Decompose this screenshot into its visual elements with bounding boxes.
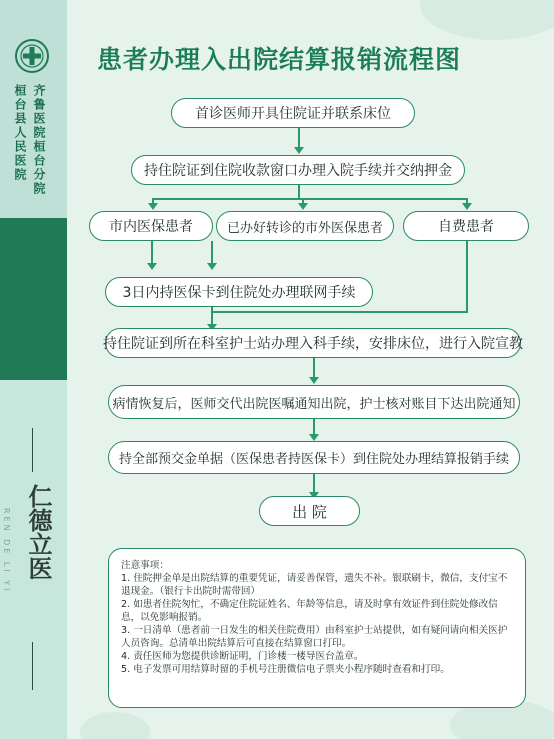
notes-item: 3. 一日清单（患者前一日发生的相关住院费用）由科室护士站提供，如有疑问请向相关医护人员咨询。总清单出院结算后可直接在结算窗口打印。 — [121, 625, 508, 649]
flow-arrow — [211, 307, 213, 325]
flow-arrow — [466, 198, 468, 204]
flow-arrow — [313, 358, 315, 378]
flow-step-1: 首诊医师开具住院证并联系床位 — [171, 98, 415, 128]
flow-arrow — [211, 241, 213, 264]
flow-arrow — [298, 128, 300, 148]
notes-item: 1. 住院押金单是出院结算的重要凭证，请妥善保管，遗失不补。银联刷卡，微信，支付宝不退现金。（银行卡出院时需带回） — [121, 573, 508, 597]
flow-connector — [298, 185, 300, 199]
flow-step-discharge: 出 院 — [259, 496, 360, 526]
flow-arrow — [151, 241, 153, 264]
motto-divider-top — [32, 428, 33, 472]
flow-branch-selfpay: 自费患者 — [403, 211, 529, 241]
motto-text: 仁德立医 — [24, 484, 53, 580]
flow-connector — [466, 241, 468, 311]
sidebar — [0, 0, 67, 739]
notes-panel — [108, 548, 526, 708]
flow-arrow — [152, 198, 154, 204]
flow-connector — [152, 198, 468, 200]
motto-pinyin: REN DE LI YI — [2, 508, 11, 594]
notes-item: 5. 电子发票可用结算时留的手机号注册微信电子票夹小程序随时查看和打印。 — [121, 664, 450, 675]
hospital-logo-icon — [14, 38, 50, 74]
decor-circle — [80, 712, 150, 739]
flow-branch-local: 市内医保患者 — [89, 211, 213, 241]
decor-circle — [420, 0, 554, 40]
flow-step-2: 持住院证到住院收款窗口办理入院手续并交纳押金 — [131, 155, 465, 185]
flow-step-4: 持住院证到所在科室护士站办理入科手续，安排床位，进行入院宣教 — [105, 328, 521, 358]
sidebar-band — [0, 218, 67, 380]
flow-connector — [212, 311, 468, 313]
notes-item: 2. 如患者住院匆忙，不确定住院证姓名、年龄等信息，请及时拿有效证件到住院处修改信息，以免影响报销。 — [121, 599, 498, 623]
flow-arrow — [313, 474, 315, 493]
flow-arrow — [302, 198, 304, 204]
motto-divider-bottom — [32, 642, 33, 690]
page-title: 患者办理入出院结算报销流程图 — [97, 45, 462, 74]
notes-heading: 注意事项： — [121, 560, 169, 571]
notes-item: 4. 责任医师为您提供诊断证明，门诊楼一楼导医台盖章。 — [121, 651, 364, 662]
motto-calligraphy — [19, 484, 53, 591]
flow-arrow — [313, 419, 315, 435]
flow-step-3: 3日内持医保卡到住院处办理联网手续 — [105, 277, 373, 307]
flow-step-5: 病情恢复后，医师交代出院医嘱通知出院，护士核对账目下达出院通知 — [108, 385, 520, 419]
flow-branch-transfer: 已办好转诊的市外医保患者 — [216, 211, 394, 241]
hospital-name-line1: 齐鲁医院桓台分院 — [32, 84, 46, 196]
hospital-name-line2: 桓台县人民医院 — [13, 84, 27, 182]
flow-step-6: 持全部预交金单据（医保患者持医保卡）到住院处办理结算报销手续 — [108, 441, 520, 474]
